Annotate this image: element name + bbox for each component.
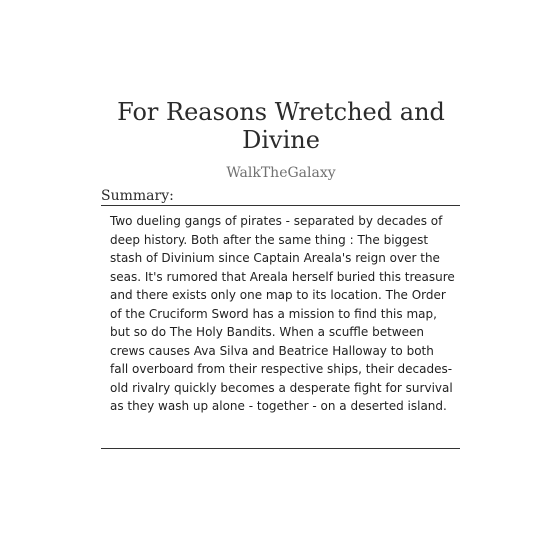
bottom-divider — [101, 448, 460, 449]
story-title: For Reasons Wretched and Divine — [117, 98, 445, 154]
summary-text: Two dueling gangs of pirates - separated by decades of deep history. Both after the same thing : The biggest stash of Divinium since Captain Areala's reign over the seas. It's rumored that Areala herself buried this treasure and there exists only one map to its location. The Order of the Cruciform Sword has a mission to find this map, but so do The Holy Bandits. When a scuffle between crews causes Ava Silva and Beatrice Halloway to both fall overboard from their respective ships, their decades-old rivalry quickly becomes a desperate fight for survival as they wash up alone - together - on a deserted island. — [110, 214, 455, 413]
summary-heading: Summary: — [101, 187, 460, 206]
story-author: WalkTheGalaxy — [226, 165, 336, 181]
